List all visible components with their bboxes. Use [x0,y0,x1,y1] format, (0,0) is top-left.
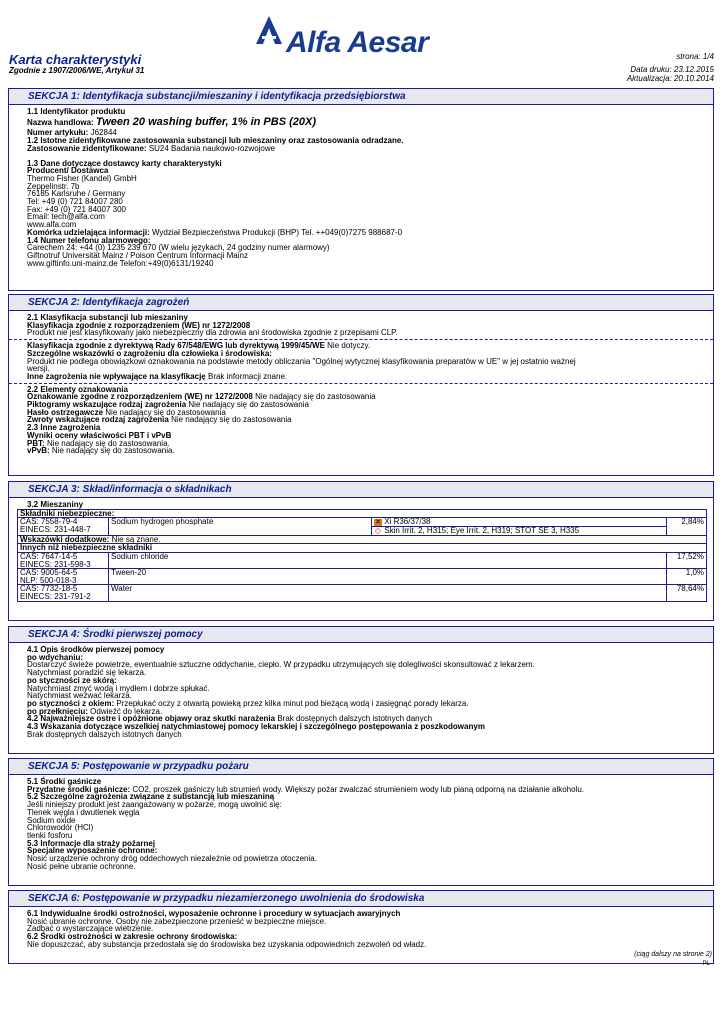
personal-precautions-heading: 6.1 Indywidualne środki ostrożności, wyposażenie ochronne i procedury w sytuacjach awaryjnych [27,909,401,918]
section-4-title: SEKCJA 4: Środki pierwszej pomocy [9,627,713,643]
signal-word-value: Nie nadający się do zastosowania [105,407,226,417]
emergency-phone-heading: 1.4 Numer telefonu alarmowego: [27,235,151,245]
info-department-label: Komórka udzielająca informacji: [27,227,150,237]
ec-number: EINECS: 231-598-3 [20,559,91,569]
skin-contact-label: po styczności ze skórą: [27,675,117,685]
suitable-media-text: CO2, proszek gaśniczy lub strumień wody. Większy pożar zwalczać strumieniem wody lub pianą odporną na działanie alkoholu. [132,784,585,794]
supplier-details-heading: 1.3 Dane dotyczące dostawcy karty charakterystyki [27,158,222,168]
special-hazards-text-cont: wersji. [27,364,50,374]
identified-use: SU24 Badania naukowo-rozwojowe [148,143,276,153]
supplier-email: Email: tech@alfa.com [27,212,105,222]
supplier-city: 76185 Karlsruhe / Germany [27,189,126,199]
ec-number: NLP: 500-018-3 [20,575,77,585]
directive-classification-label: Klasyfikacja zgodnie z dyrektywą Rady 67/548/EWG lub dyrektywą 1999/45/WE [27,341,325,351]
emergency-carechem: Carechem 24: +44 (0) 1235 239 670 (W wielu językach, 24 godziny numer alarmowy) [27,243,330,253]
first-aid-heading: 4.1 Opis środków pierwszej pomocy [27,645,165,654]
hazardous-components-heading: Składniki niebezpieczne: [18,509,707,518]
section-5-title: SEKCJA 5: Postępowanie w przypadku pożaru [9,759,713,775]
dsd-classification: Xi R36/37/38 [384,517,431,527]
pbt-label: PBT: [27,438,45,448]
symptoms-heading: 4.2 Najważniejsze ostre i opóźnione objawy oraz skutki narażenia [27,714,276,724]
special-hazards-label: Szczególne wskazówki o zagrożeniu dla człowieka i środowiska: [27,348,272,358]
section-2 [8,294,714,476]
supplier-phone: Tel: +49 (0) 721 84007 280 [27,197,123,207]
section-5 [8,758,714,886]
alfa-aesar-logo-mark [254,14,284,51]
inhalation-text-2: Natychmiast poradzić się lekarza. [27,668,147,678]
symptoms-text: Brak dostępnych dalszych istotnych danych [277,714,433,724]
table-row [18,553,707,569]
classification-heading: 2.1 Klasyfikacja substancji lub mieszaniny [27,313,188,322]
combustion-products-intro: Jeśli niniejszy produkt jest zaangażowany w pożarze, mogą uwolnić się: [27,800,282,810]
signal-word-label: Hasło ostrzegawcze [27,407,104,417]
clp-classification: Skin Irrit. 2, H315; Eye Irrit. 2, H319; STOT SE 3, H335 [384,526,580,535]
divider [9,383,713,384]
combustion-product: Chlorowodór (HCl) [27,823,94,833]
eye-contact-text: Przepłukać oczy z otwartą powieką przez kilka minut pod bieżącą wodą i zasięgnąć porady lekarza. [116,698,469,708]
section-6-title: SEKCJA 6: Postępowanie w przypadku niezamierzonego uwolnienia do środowiska [9,891,713,907]
info-department: Wydział Bezpieczeństwa Produkcji (BHP) Tel. ++049(0)7275 988687-0 [151,227,403,237]
skin-contact-text: Natychmiast zmyć wodą i mydłem i dobrze spłukać. [27,683,210,693]
product-identifier-heading: 1.1 Identyfikator produktu [27,107,126,116]
environmental-precautions-text: Nie dopuszczać, aby substancja przedostała się do środowiska bez uzyskania odpowiednich zezwoleń od władz. [27,939,427,949]
supplier-fax: Fax: +49 (0) 721 84007 300 [27,204,126,214]
firefighters-advice-heading: 5.3 Informacje dla straży pożarnej [27,838,156,848]
medical-attention-heading: 4.3 Wskazania dotyczące wszelkiej natychmiastowej pomocy lekarskiej i szczególnego postępowania z poszkodowanym [27,722,485,732]
page-number: strona: 1/4 [676,52,714,61]
medical-attention-text: Brak dostępnych dalszych istotnych danych [27,729,182,739]
supplier-website: www.alfa.com [27,220,77,230]
combustion-product: tlenki fosforu [27,830,73,840]
exclamation-icon: ◇ [374,525,382,535]
clp-classification-text: Produkt nie jest klasyfikowany jako niebezpieczny dla zdrowia ani środowiska zgodnie z przepisami CLP. [27,328,398,338]
special-hazards-heading: 5.2 Szczególne zagrożenia związane z substancją lub mieszaniną [27,792,275,802]
label-elements-heading: 2.2 Elementy oznakowania [27,384,128,394]
divider [9,339,713,340]
ec-number: EINECS: 231-791-2 [20,592,91,602]
article-number-label: Numer artykułu: [27,128,89,138]
trade-name-label: Nazwa handlowa: [27,117,94,127]
other-hazards: Brak informacji znane. [207,371,288,381]
section-1 [8,88,714,291]
irritant-x-icon: ✕ [375,518,381,526]
extinguishing-media-heading: 5.1 Środki gaśnicze [27,777,102,786]
hazard-statements-value: Nie nadający się do zastosowania [171,415,292,425]
combustion-product: Sodium oxide [27,815,76,825]
personal-precautions-text-2: Zadbać o wystarczające wietrzenie. [27,924,154,934]
component-name: Sodium hydrogen phosphate [109,518,372,536]
component-name: Water [109,585,667,601]
section-3-title: SEKCJA 3: Skład/informacja o składnikach [9,482,713,498]
ingestion-text: Odwieźć do lekarza. [90,706,163,716]
document-subtitle: Zgodnie z 1907/2006/WE, Artykuł 31 [9,66,145,75]
inhalation-label: po wdychaniu: [27,652,83,662]
labelling-value: Nie nadający się do zastosowania [255,392,376,402]
mixtures-heading: 3.2 Mieszaniny [27,500,84,509]
supplier-street: Zeppelinstr. 7b [27,181,80,191]
protective-equipment-text: Nosić urządzenie ochrony dróg oddechowych niezależnie od powietrza otoczenia. [27,854,317,864]
protective-equipment-label: Specjalne wyposażenie ochronne: [27,846,158,856]
protective-equipment-text-2: Nosić pełne ubranie ochronne. [27,861,136,871]
section-1-title: SEKCJA 1: Identyfikacja substancji/mieszaniny i identyfikacja przedsiębiorstwa [9,89,713,105]
emergency-giftinfo: www.giftinfo.uni-mainz.de Telefon:+49(0)6131/19240 [27,258,214,268]
section-4 [8,626,714,754]
table-row [18,585,707,601]
pictograms-label: Piktogramy wskazujące rodzaj zagrożenia [27,400,187,410]
personal-precautions-text: Nosić ubranie ochronne. Osoby nie zabezpieczone przenieść w bezpieczne miejsce. [27,916,327,926]
additional-info: Nie są znane. [111,534,161,544]
vpvb-value: Nie nadający się do zastosowania. [51,446,175,456]
component-name: Tween-20 [109,569,667,585]
article-number: J62844 [90,128,117,138]
clp-classification-label: Klasyfikacja zgodnie z rozporządzeniem (WE) nr 1272/2008 [27,320,251,330]
producer-label: Producent/ Dostawca [27,166,109,176]
alfa-aesar-logo: Alfa Aesar [286,26,429,59]
environmental-precautions-heading: 6.2 Środki ostrożności w zakresie ochrony środowiska: [27,932,238,942]
skin-contact-text-2: Natychmiast wezwać lekarza. [27,691,132,701]
update-date: Aktualizacja: 20.10.2014 [626,74,714,83]
additional-info-label: Wskazówki dodatkowe: [20,534,110,544]
cas-number: CAS: 7732-18-5 [20,584,78,594]
trade-name: Tween 20 washing buffer, 1% in PBS (20X) [95,115,316,128]
continued-note: (ciąg dalszy na stronie 2) [634,951,712,958]
non-hazardous-heading: Innych niż niebezpieczne składniki [18,544,707,553]
supplier-name: Thermo Fisher (Kandel) GmbH [27,173,137,183]
table-row [18,569,707,585]
section-3 [8,481,714,621]
section-2-title: SEKCJA 2: Identyfikacja zagrożeń [9,295,713,311]
relevant-uses-heading: 1.2 Istotne zidentyfikowane zastosowania substancji lub mieszaniny oraz zastosowania odradzane. [27,136,404,146]
print-date: Data druku: 23.12.2015 [630,65,714,74]
percentage: 78,64% [667,585,707,601]
eye-contact-label: po styczności z okiem: [27,698,115,708]
suitable-media-label: Przydatne środki gaśnicze: [27,784,131,794]
percentage: 17,52% [667,553,707,569]
cas-number: CAS: 7558-79-4 [20,517,78,527]
component-name: Sodium chloride [109,553,667,569]
pbt-results-heading: Wyniki oceny właściwości PBT i vPvB [27,430,172,440]
percentage: 1,0% [667,569,707,585]
emergency-giftnotruf: Giftnotruf Universität Mainz / Poison Centrum Informacji Mainz [27,250,248,260]
other-hazards-heading: 2.3 Inne zagrożenia [27,423,101,433]
cas-number: CAS: 7647-14-5 [20,552,78,562]
labelling-label: Oznakowanie zgodne z rozporządzeniem (WE) nr 1272/2008 [27,392,253,402]
pictograms-value: Nie nadający się do zastosowania [188,400,309,410]
other-hazards-label: Inne zagrożenia nie wpływające na klasyfikację [27,371,206,381]
vpvb-label: vPvB: [27,446,50,456]
hazard-statements-label: Zwroty wskazujące rodzaj zagrożenia [27,415,169,425]
combustion-product: Tlenek węgla i dwutlenek węgla [27,807,140,817]
identified-use-label: Zastosowanie zidentyfikowane: [27,143,147,153]
table-row [18,518,707,536]
directive-classification: Nie dotyczy. [327,341,371,351]
pbt-value: Nie nadający się do zastosowania. [47,438,170,448]
cas-number: CAS: 9005-64-5 [20,568,78,578]
inhalation-text: Dostarczyć świeże powietrze, ewentualnie sztuczne oddychanie, ciepło. W przypadku utrzymujących się dolegliwości skonsultować z lekarzem. [27,660,535,670]
language-code: PL [702,961,710,967]
section-6 [8,890,714,964]
ec-number: EINECS: 231-448-7 [20,524,91,534]
document-title: Karta charakterystyki [9,52,142,67]
ingestion-label: po przełknięciu: [27,706,88,716]
components-table [17,509,707,602]
percentage: 2,84% [667,518,707,536]
special-hazards-text: Produkt nie podlega obowiązkowi oznakowania na podstawie metody obliczania "Ogólnej wytycznej klasyfikowania preparatów w UE" w jej ostatnio ważnej [27,356,576,366]
